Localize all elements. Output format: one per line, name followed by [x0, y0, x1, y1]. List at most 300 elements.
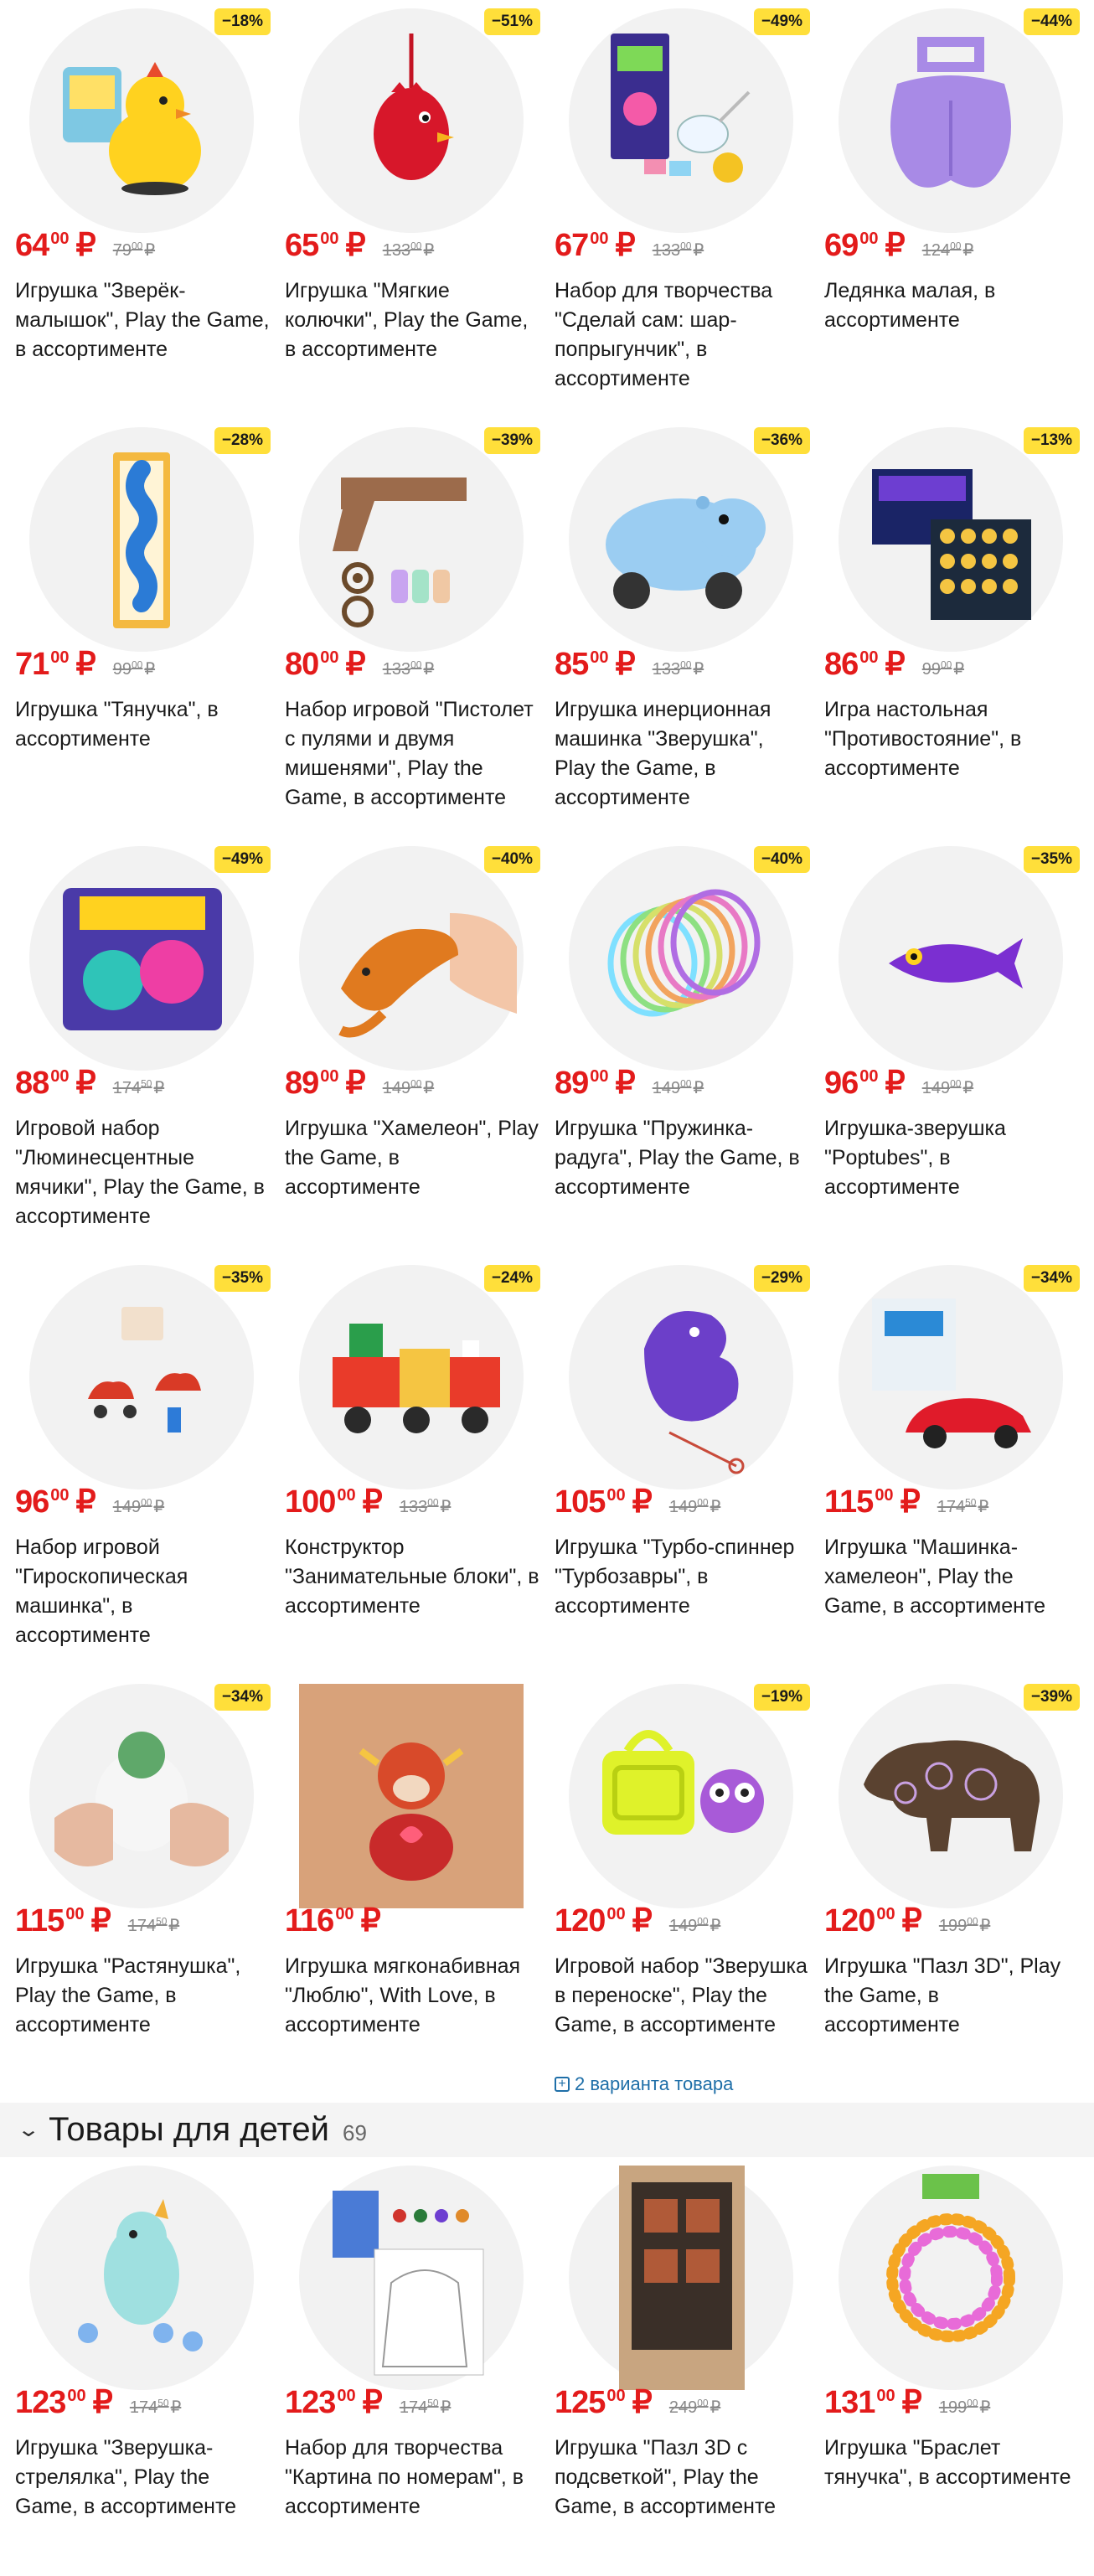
old-price-kopecks: 50	[156, 1915, 168, 1928]
product-image[interactable]	[569, 1265, 793, 1489]
price-rubles: 96	[824, 1066, 859, 1101]
gyro-car-icon	[29, 1265, 254, 1489]
product-title[interactable]: Игрушка-зверушка "Poptubes", в ассортименте	[824, 1117, 1006, 1199]
price-kopecks: 00	[50, 1067, 70, 1086]
product-image[interactable]	[29, 427, 254, 652]
price-kopecks: 00	[606, 2387, 626, 2405]
price-kopecks: 00	[320, 230, 339, 248]
product-title[interactable]: Конструктор "Занимательные блоки", в ассортименте	[285, 1536, 539, 1618]
product-title[interactable]: Игрушка "Мягкие колючки", Play the Game, в ассортименте	[285, 279, 529, 361]
old-price-rubles: 133	[399, 1498, 428, 1516]
expand-plus-icon: +	[555, 2077, 570, 2092]
product-title[interactable]: Игрушка "Тянучка", в ассортименте	[15, 698, 219, 751]
discount-badge: −44%	[1024, 8, 1080, 35]
price-kopecks: 00	[50, 648, 70, 667]
old-price-rubles: 133	[652, 660, 681, 679]
price-rubles: 64	[15, 228, 49, 263]
price-kopecks: 00	[606, 1486, 626, 1505]
price-rubles: 120	[555, 1903, 606, 1938]
section-title: Товары для детей	[49, 2111, 329, 2148]
price-rubles: 123	[15, 2385, 66, 2420]
currency-symbol: ₽	[615, 228, 636, 263]
old-price-rubles: 124	[921, 241, 951, 260]
old-price-rubles: 249	[668, 2398, 698, 2417]
old-price-rubles: 149	[382, 1079, 411, 1097]
price	[555, 645, 704, 687]
old-price-kopecks: 00	[131, 240, 143, 252]
old-price-kopecks: 00	[940, 658, 952, 671]
old-price-currency: ₽	[423, 1079, 435, 1097]
discount-badge: −34%	[1024, 1265, 1080, 1292]
old-price-currency: ₽	[153, 1498, 165, 1516]
product-card[interactable]	[277, 1675, 547, 2094]
price	[824, 1483, 988, 1525]
price	[824, 645, 964, 687]
price	[285, 1902, 381, 1944]
old-price-rubles: 149	[652, 1079, 681, 1097]
old-price-kopecks: 50	[157, 2397, 169, 2409]
old-price-kopecks: 00	[697, 1915, 709, 1928]
product-card[interactable]	[277, 838, 547, 1257]
product-image[interactable]	[299, 427, 524, 652]
price-kopecks: 00	[337, 2387, 356, 2405]
price-rubles: 120	[824, 1903, 875, 1938]
old-price-kopecks: 00	[680, 240, 692, 252]
currency-symbol: ₽	[901, 1903, 922, 1938]
old-price	[383, 658, 434, 679]
price-kopecks: 00	[65, 1905, 85, 1923]
chick-toy-icon	[29, 8, 254, 233]
product-title[interactable]: Игрушка "Турбо-спиннер "Турбозавры", в ассортименте	[555, 1536, 795, 1618]
currency-symbol: ₽	[362, 1484, 383, 1520]
product-image[interactable]	[29, 1684, 254, 1908]
price	[824, 1902, 990, 1944]
price-kopecks: 00	[876, 1905, 895, 1923]
product-image[interactable]	[29, 2166, 254, 2390]
old-price-currency: ₽	[710, 2398, 721, 2417]
product-card[interactable]	[547, 2157, 817, 2576]
product-image[interactable]	[29, 846, 254, 1071]
price	[15, 1902, 179, 1944]
old-price	[653, 240, 704, 261]
product-card[interactable]	[817, 2157, 1086, 2576]
old-price	[400, 1496, 451, 1517]
old-price	[669, 1915, 720, 1936]
product-image[interactable]	[839, 1684, 1063, 1908]
old-price-currency: ₽	[953, 660, 965, 679]
glow-balls-icon	[29, 846, 254, 1071]
old-price-rubles: 149	[921, 1079, 951, 1097]
price-rubles: 85	[555, 647, 589, 682]
currency-symbol: ₽	[900, 1484, 921, 1520]
old-price	[939, 2397, 990, 2418]
product-card[interactable]	[277, 1257, 547, 1675]
product-title[interactable]: Набор игровой "Гироскопическая машинка", в ассортименте	[15, 1536, 188, 1647]
board-game-icon	[839, 427, 1063, 652]
price	[15, 2383, 181, 2425]
product-title[interactable]: Игрушка "Пружинка-радуга", Play the Game, в ассортименте	[555, 1117, 800, 1199]
price	[285, 645, 434, 687]
old-price-currency: ₽	[979, 2398, 991, 2417]
price-kopecks: 00	[859, 230, 879, 248]
old-price	[113, 1496, 164, 1517]
old-price-kopecks: 00	[950, 1077, 962, 1090]
product-title[interactable]: Игрушка "Зверёк-малышок", Play the Game, в ассортименте	[15, 279, 270, 361]
old-price-rubles: 199	[938, 2398, 968, 2417]
lit-puzzle-icon	[569, 2166, 793, 2390]
price	[285, 226, 434, 268]
discount-badge: −18%	[214, 8, 271, 35]
price	[824, 1064, 973, 1106]
currency-symbol: ₽	[885, 647, 906, 682]
currency-symbol: ₽	[885, 1066, 906, 1101]
old-price-rubles: 174	[129, 2398, 158, 2417]
product-card[interactable]	[8, 1675, 277, 2094]
product-card[interactable]	[8, 1257, 277, 1675]
old-price	[130, 2397, 181, 2418]
plush-cow-icon	[299, 1684, 524, 1908]
product-card[interactable]	[277, 2157, 547, 2576]
bear-puzzle-icon	[839, 1684, 1063, 1908]
price	[285, 1483, 451, 1525]
old-price	[669, 2397, 720, 2418]
hippo-car-icon	[569, 427, 793, 652]
chameleon-toy-icon	[299, 846, 524, 1071]
bouncy-ball-kit-icon	[569, 8, 793, 233]
currency-symbol: ₽	[345, 1066, 366, 1101]
product-image[interactable]	[299, 846, 524, 1071]
old-price	[922, 240, 973, 261]
currency-symbol: ₽	[75, 1484, 96, 1520]
old-price-kopecks: 50	[427, 2397, 439, 2409]
product-title[interactable]: Игровой набор "Зверушка в переноске", Play the Game, в ассортименте	[555, 1954, 808, 2037]
product-image[interactable]	[299, 1265, 524, 1489]
section-header-kids[interactable]	[0, 2103, 1094, 2157]
old-price-currency: ₽	[423, 660, 435, 679]
price	[15, 645, 155, 687]
old-price-kopecks: 50	[965, 1496, 977, 1509]
paint-by-numbers-icon	[299, 2166, 524, 2390]
old-price-currency: ₽	[440, 2398, 452, 2417]
product-image[interactable]	[839, 427, 1063, 652]
currency-symbol: ₽	[75, 647, 96, 682]
product-title[interactable]: Набор для творчества "Сделай сам: шар-попрыгунчик", в ассортименте	[555, 279, 773, 390]
price	[555, 1064, 704, 1106]
discount-badge: −35%	[1024, 846, 1080, 873]
product-card[interactable]	[547, 838, 817, 1257]
currency-symbol: ₽	[90, 1903, 111, 1938]
price-kopecks: 00	[859, 648, 879, 667]
old-price-kopecks: 50	[141, 1077, 152, 1090]
product-title[interactable]: Игрушка "Пазл 3D", Play the Game, в ассортименте	[824, 1954, 1061, 2037]
old-price-kopecks: 00	[680, 1077, 692, 1090]
product-image[interactable]	[569, 1684, 793, 1908]
price	[555, 226, 704, 268]
currency-symbol: ₽	[345, 647, 366, 682]
discount-badge: −39%	[1024, 1684, 1080, 1711]
price-kopecks: 00	[875, 1486, 894, 1505]
currency-symbol: ₽	[362, 2385, 383, 2420]
variants-link[interactable]	[555, 2073, 733, 2095]
discount-badge: −36%	[754, 427, 810, 454]
old-price-kopecks: 00	[410, 240, 422, 252]
product-title[interactable]: Игрушка мягконабивная "Люблю", With Love, в ассортименте	[285, 1954, 521, 2037]
currency-symbol: ₽	[632, 2385, 653, 2420]
old-price	[128, 1915, 179, 1936]
price-rubles: 89	[285, 1066, 319, 1101]
currency-symbol: ₽	[345, 228, 366, 263]
old-price-kopecks: 00	[680, 658, 692, 671]
currency-symbol: ₽	[92, 2385, 113, 2420]
product-image[interactable]	[299, 2166, 524, 2390]
old-price	[939, 1915, 990, 1936]
price	[285, 1064, 434, 1106]
product-card[interactable]	[817, 419, 1086, 838]
price-rubles: 80	[285, 647, 319, 682]
product-title[interactable]: Игрушка "Растянушка", Play the Game, в ассортименте	[15, 1954, 241, 2037]
product-card[interactable]	[547, 1675, 817, 2094]
old-price-currency: ₽	[962, 1079, 974, 1097]
price-kopecks: 00	[50, 1486, 70, 1505]
old-price-rubles: 149	[668, 1498, 698, 1516]
old-price-rubles: 174	[127, 1917, 157, 1935]
product-image[interactable]	[839, 1265, 1063, 1489]
old-price	[113, 240, 155, 261]
product-title[interactable]: Набор для творчества "Картина по номерам", в ассортименте	[285, 2436, 524, 2518]
price	[15, 1483, 164, 1525]
squishy-toy-icon	[29, 1684, 254, 1908]
product-card[interactable]	[817, 1257, 1086, 1675]
price-kopecks: 00	[335, 1905, 354, 1923]
shooter-toy-icon	[29, 2166, 254, 2390]
currency-symbol: ₽	[885, 228, 906, 263]
discount-badge: −34%	[214, 1684, 271, 1711]
price-kopecks: 00	[337, 1486, 356, 1505]
product-card[interactable]	[547, 1257, 817, 1675]
old-price-currency: ₽	[170, 2398, 182, 2417]
discount-badge: −29%	[754, 1265, 810, 1292]
old-price	[922, 658, 964, 679]
product-title[interactable]: Ледянка малая, в ассортименте	[824, 279, 996, 332]
old-price-rubles: 174	[399, 2398, 428, 2417]
product-card[interactable]	[277, 419, 547, 838]
product-card[interactable]	[817, 0, 1086, 419]
old-price-kopecks: 00	[950, 240, 962, 252]
discount-badge: −35%	[214, 1265, 271, 1292]
old-price-currency: ₽	[693, 660, 704, 679]
product-card[interactable]	[817, 1675, 1086, 2094]
product-card[interactable]	[277, 0, 547, 419]
product-title[interactable]: Игра настольная "Противостояние", в ассортименте	[824, 698, 1022, 780]
price	[15, 226, 155, 268]
product-card[interactable]	[817, 838, 1086, 1257]
old-price	[383, 1077, 434, 1098]
discount-badge: −24%	[484, 1265, 540, 1292]
price-rubles: 65	[285, 228, 319, 263]
old-price	[383, 240, 434, 261]
currency-symbol: ₽	[615, 1066, 636, 1101]
dino-spinner-icon	[569, 1265, 793, 1489]
discount-badge: −28%	[214, 427, 271, 454]
price	[15, 1064, 164, 1106]
old-price-rubles: 133	[382, 660, 411, 679]
price-rubles: 116	[285, 1903, 334, 1938]
old-price-currency: ₽	[693, 1079, 704, 1097]
product-image[interactable]	[29, 8, 254, 233]
price-kopecks: 00	[320, 1067, 339, 1086]
poptube-fish-icon	[839, 846, 1063, 1071]
old-price	[653, 1077, 704, 1098]
product-image[interactable]	[569, 846, 793, 1071]
product-title[interactable]: Игрушка "Браслет тянучка", в ассортименте	[824, 2436, 1071, 2489]
price	[555, 2383, 720, 2425]
old-price-currency: ₽	[144, 660, 156, 679]
old-price-currency: ₽	[144, 241, 156, 260]
price-rubles: 86	[824, 647, 859, 682]
product-image[interactable]	[29, 1265, 254, 1489]
old-price-rubles: 174	[937, 1498, 966, 1516]
product-title[interactable]: Игрушка "Пазл 3D с подсветкой", Play the Game, в ассортименте	[555, 2436, 777, 2518]
discount-badge: −49%	[214, 846, 271, 873]
old-price-kopecks: 00	[410, 658, 422, 671]
price-rubles: 125	[555, 2385, 606, 2420]
old-price-rubles: 99	[921, 660, 941, 679]
old-price-rubles: 174	[112, 1079, 142, 1097]
currency-symbol: ₽	[75, 228, 96, 263]
old-price	[113, 658, 155, 679]
product-card[interactable]	[547, 419, 817, 838]
product-card[interactable]	[8, 0, 277, 419]
product-image[interactable]	[839, 2166, 1063, 2390]
price-kopecks: 00	[590, 1067, 609, 1086]
product-title[interactable]: Игрушка "Зверушка-стрелялка", Play the Game, в ассортименте	[15, 2436, 237, 2518]
color-change-car-icon	[839, 1265, 1063, 1489]
kids-product-grid	[0, 2157, 1094, 2576]
product-image[interactable]	[569, 427, 793, 652]
currency-symbol: ₽	[632, 1484, 653, 1520]
chevron-down-icon[interactable]: ⌄	[16, 2119, 41, 2141]
old-price-currency: ₽	[693, 241, 704, 260]
product-image[interactable]	[569, 8, 793, 233]
product-title[interactable]: Набор игровой "Пистолет с пулями и двумя мишенями", Play the Game, в ассортименте	[285, 698, 534, 809]
product-title[interactable]: Игрушка "Хамелеон", Play the Game, в ассортименте	[285, 1117, 539, 1199]
product-card[interactable]	[8, 838, 277, 1257]
price-kopecks: 00	[590, 230, 609, 248]
rainbow-spring-icon	[569, 846, 793, 1071]
old-price-kopecks: 00	[427, 1496, 439, 1509]
old-price-rubles: 199	[938, 1917, 968, 1935]
discount-badge: −40%	[754, 846, 810, 873]
price	[285, 2383, 451, 2425]
product-title[interactable]: Игрушка "Машинка-хамелеон", Play the Game, в ассортименте	[824, 1536, 1046, 1618]
price-kopecks: 00	[67, 2387, 86, 2405]
product-title[interactable]: Игровой набор "Люминесцентные мячики", Play the Game, в ассортименте	[15, 1117, 265, 1228]
old-price	[922, 1077, 973, 1098]
old-price-currency: ₽	[710, 1498, 721, 1516]
red-bird-toy-icon	[299, 8, 524, 233]
old-price-currency: ₽	[978, 1498, 989, 1516]
price-rubles: 123	[285, 2385, 336, 2420]
price-rubles: 131	[824, 2385, 875, 2420]
old-price-kopecks: 00	[697, 2397, 709, 2409]
snow-sled-icon	[839, 8, 1063, 233]
price-rubles: 69	[824, 228, 859, 263]
currency-symbol: ₽	[901, 2385, 922, 2420]
product-card[interactable]	[8, 2157, 277, 2576]
price-rubles: 105	[555, 1484, 606, 1520]
price	[555, 1902, 720, 1944]
old-price-kopecks: 00	[967, 2397, 978, 2409]
price-rubles: 96	[15, 1484, 49, 1520]
old-price-currency: ₽	[710, 1917, 721, 1935]
currency-symbol: ₽	[632, 1903, 653, 1938]
product-image[interactable]	[299, 8, 524, 233]
old-price	[400, 2397, 451, 2418]
old-price-currency: ₽	[440, 1498, 452, 1516]
price	[824, 226, 973, 268]
stretchy-worm-icon	[29, 427, 254, 652]
variants-label: 2 варианта товара	[575, 2073, 734, 2094]
old-price-currency: ₽	[168, 1917, 180, 1935]
old-price-kopecks: 00	[967, 1915, 978, 1928]
currency-symbol: ₽	[615, 647, 636, 682]
product-card[interactable]	[8, 419, 277, 838]
product-card[interactable]	[547, 0, 817, 419]
product-title[interactable]: Игрушка инерционная машинка "Зверушка", Play the Game, в ассортименте	[555, 698, 771, 809]
price-rubles: 67	[555, 228, 589, 263]
product-image[interactable]	[839, 846, 1063, 1071]
price	[824, 2383, 990, 2425]
old-price-rubles: 79	[112, 241, 132, 260]
price-rubles: 115	[15, 1903, 65, 1938]
old-price	[669, 1496, 720, 1517]
old-price-rubles: 149	[112, 1498, 142, 1516]
product-image[interactable]	[299, 1684, 524, 1908]
old-price-currency: ₽	[153, 1079, 165, 1097]
old-price-currency: ₽	[979, 1917, 991, 1935]
old-price-currency: ₽	[423, 241, 435, 260]
old-price-rubles: 149	[668, 1917, 698, 1935]
stretchy-bracelet-icon	[839, 2166, 1063, 2390]
old-price	[653, 658, 704, 679]
price-kopecks: 00	[320, 648, 339, 667]
price-rubles: 89	[555, 1066, 589, 1101]
price-kopecks: 00	[590, 648, 609, 667]
old-price-rubles: 133	[382, 241, 411, 260]
product-image[interactable]	[839, 8, 1063, 233]
discount-badge: −49%	[754, 8, 810, 35]
price-rubles: 100	[285, 1484, 336, 1520]
old-price-rubles: 99	[112, 660, 132, 679]
discount-badge: −40%	[484, 846, 540, 873]
currency-symbol: ₽	[75, 1066, 96, 1101]
price-kopecks: 00	[859, 1067, 879, 1086]
price-rubles: 71	[15, 647, 49, 682]
old-price-kopecks: 00	[697, 1496, 709, 1509]
block-train-icon	[299, 1265, 524, 1489]
discount-badge: −39%	[484, 427, 540, 454]
old-price-kopecks: 00	[410, 1077, 422, 1090]
old-price-rubles: 133	[652, 241, 681, 260]
price	[555, 1483, 720, 1525]
discount-badge: −19%	[754, 1684, 810, 1711]
pet-carrier-icon	[569, 1684, 793, 1908]
old-price	[937, 1496, 988, 1517]
old-price	[113, 1077, 164, 1098]
discount-badge: −13%	[1024, 427, 1080, 454]
price-rubles: 88	[15, 1066, 49, 1101]
product-image[interactable]	[569, 2166, 793, 2390]
